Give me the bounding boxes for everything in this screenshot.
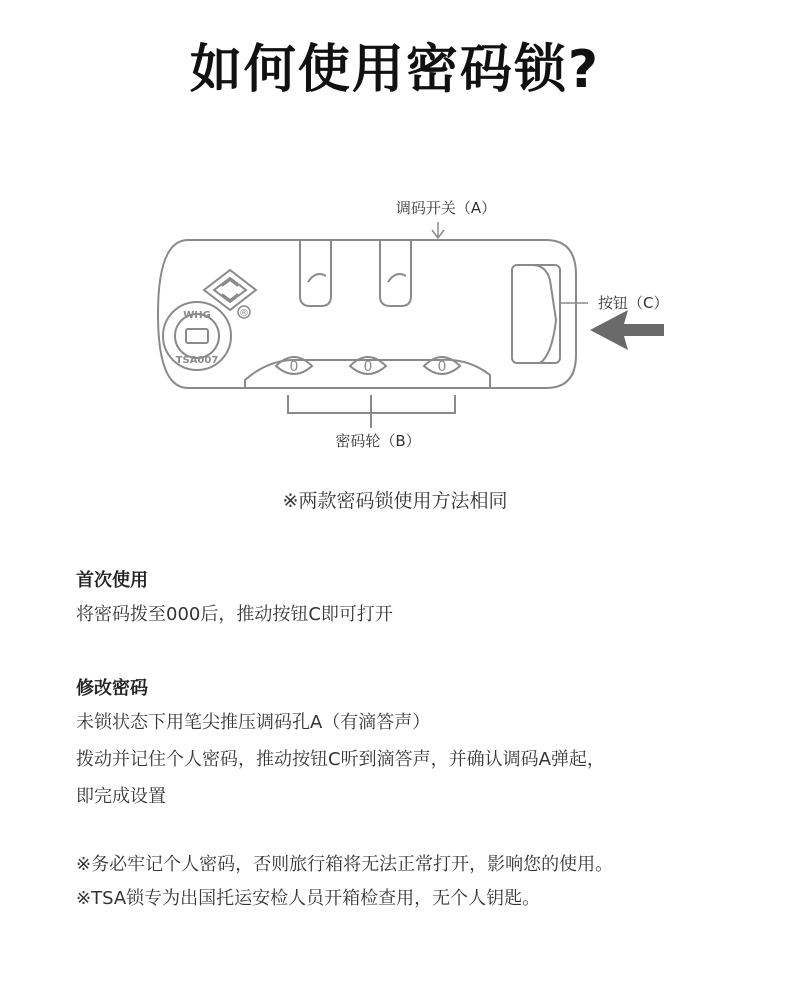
registered-mark: ®: [239, 308, 249, 319]
change-code-line-1: 未锁状态下用笔尖推压调码孔A（有滴答声）: [76, 712, 431, 733]
change-code-line-3: 即完成设置: [76, 786, 166, 807]
page-title: 如何使用密码锁?: [189, 40, 601, 100]
first-use-section: [76, 566, 776, 633]
notes-section: [76, 848, 776, 916]
note-line-2: ※TSA锁专为出国托运安检人员开箱检查用，无个人钥匙。: [76, 888, 541, 909]
label-button: 按钮（C）: [598, 294, 669, 312]
switch-slot-left-inner: [308, 274, 326, 282]
badge-text-top: WHG: [183, 310, 211, 321]
change-code-line-2: 拨动并记住个人密码，推动按钮C听到滴答声，并确认调码A弹起，: [76, 749, 605, 770]
push-button-face: [532, 265, 556, 363]
label-switch: 调码开关（A）: [395, 199, 497, 217]
wheel-digit-2: 0: [363, 359, 373, 375]
switch-slot-left: [300, 240, 331, 306]
change-code-heading: 修改密码: [76, 678, 148, 699]
switch-slot-right: [380, 240, 411, 306]
wheel-digit-1: 0: [289, 359, 299, 375]
badge-text-bottom: TSA007: [175, 355, 219, 366]
push-direction-arrow: [590, 310, 664, 350]
first-use-line: 将密码拨至000后，推动按钮C即可打开: [76, 604, 393, 625]
label-wheels: 密码轮（B）: [335, 432, 421, 450]
diagram-caption: ※两款密码锁使用方法相同: [282, 490, 508, 512]
wheel-digit-3: 0: [437, 359, 447, 375]
brand-logo: [204, 270, 256, 310]
switch-slot-right-inner: [388, 274, 406, 282]
change-code-section: [76, 674, 776, 815]
note-line-1: ※务必牢记个人密码，否则旅行箱将无法正常打开，影响您的使用。: [76, 854, 614, 875]
first-use-heading: 首次使用: [76, 570, 148, 591]
push-button-housing: [512, 265, 560, 363]
